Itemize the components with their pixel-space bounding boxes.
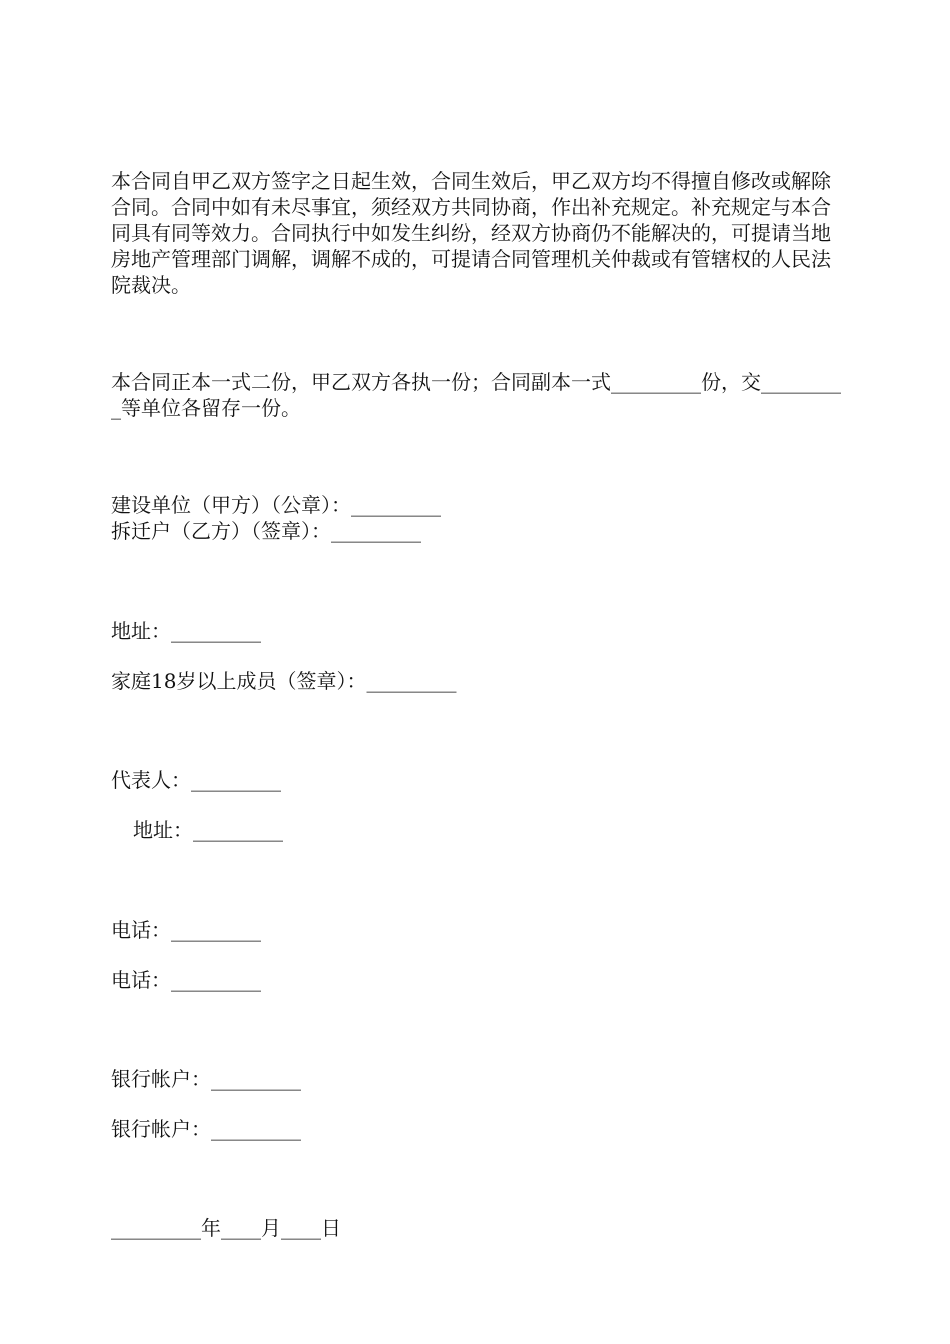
party-b-signature-line: 拆迁户（乙方）（签章）：_________ <box>111 519 421 543</box>
family-members-signature-line: 家庭18岁以上成员（签章）：_________ <box>111 669 457 693</box>
phone-line-2: 电话：_________ <box>111 968 261 992</box>
party-a-signature-line: 建设单位（甲方）（公章）：_________ <box>111 493 441 517</box>
effect-clause-paragraph: 本合同自甲乙双方签字之日起生效，合同生效后，甲乙双方均不得擅自修改或解除合同。合同中如有未尽事宜，须经双方共同协商，作出补充规定。补充规定与本合同具有同等效力。合同执行中如发生纠纷，经双方协商仍不能解决的，可提请当地房地产管理部门调解，调解不成的，可提请合同管理机关仲裁或有管辖权的人民法院裁决。 <box>111 169 831 297</box>
bank-account-line-2: 银行帐户：_________ <box>111 1117 301 1141</box>
bank-account-line-1: 银行帐户：_________ <box>111 1067 301 1091</box>
representative-line: 代表人：_________ <box>111 768 281 792</box>
address-line-1: 地址：_________ <box>111 619 261 643</box>
phone-line-1: 电话：_________ <box>111 918 261 942</box>
copies-clause-paragraph: 本合同正本一式二份，甲乙双方各执一份；合同副本一式_________份，交_________等单位各留存一份。 <box>111 370 841 420</box>
address-line-2: 地址：_________ <box>133 818 283 842</box>
date-line: _________年____月____日 <box>111 1216 341 1240</box>
